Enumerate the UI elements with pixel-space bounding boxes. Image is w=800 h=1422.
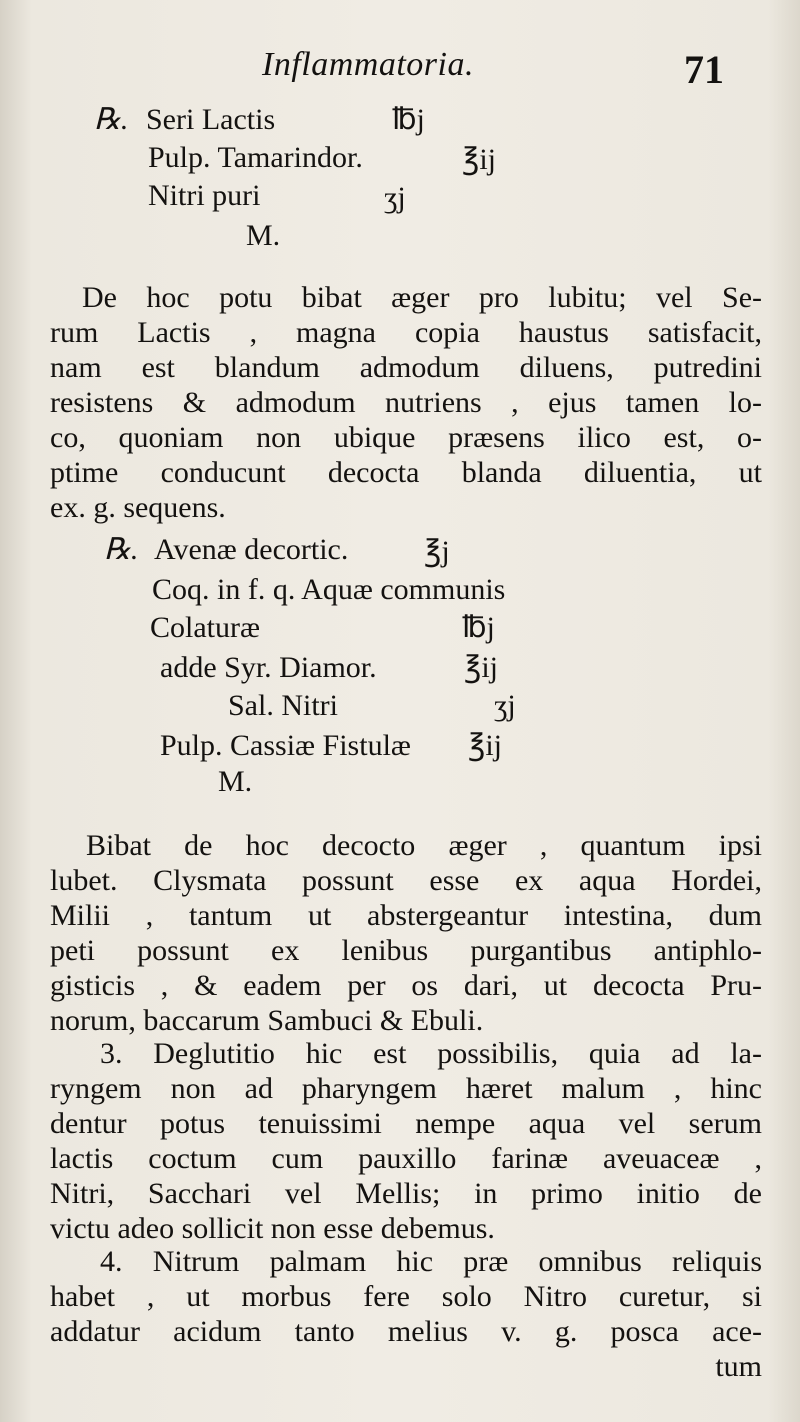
text-line: lactis coctum cum pauxillo farinæ aveuaceæ , [50, 1142, 762, 1175]
text-line: Milii , tantum ut abstergeantur intestina, dum [50, 899, 762, 932]
paragraph-3 [50, 1036, 762, 1246]
text-line: victu adeo sollicit non esse debemus. [50, 1212, 495, 1245]
rx-symbol: ℞. [94, 103, 129, 136]
text-line: gisticis , & eadem per os dari, ut decocta Pru- [50, 969, 762, 1002]
recipe-item-qty: ℥ij [468, 729, 502, 762]
text-line: co, quoniam non ubique præsens ilico est, o- [50, 421, 762, 454]
text-line: ex. g. sequens. [50, 491, 226, 524]
recipe-item-name: Sal. Nitri [228, 689, 338, 722]
paragraph-1 [50, 280, 762, 525]
recipe-item-name: Pulp. Tamarindor. [148, 141, 363, 174]
text-line: Nitri, Sacchari vel Mellis; in primo initio de [50, 1177, 762, 1210]
page-number: 71 [684, 47, 724, 92]
text-line: De hoc potu bibat æger pro lubitu; vel Se- [82, 281, 762, 314]
text-line: lubet. Clysmata possunt esse ex aqua Hordei, [50, 864, 762, 897]
recipe-item-qty: ʒj [384, 181, 406, 214]
paragraph-4 [50, 1244, 762, 1384]
text-line: 3. Deglutitio hic est possibilis, quia ad la- [100, 1037, 762, 1070]
recipe-item-qty: ℔j [462, 611, 495, 644]
text-line: Bibat de hoc decocto æger , quantum ipsi [86, 829, 762, 862]
recipe-item-qty: ℥ij [462, 143, 496, 176]
text-line: 4. Nitrum palmam hic præ omnibus reliquis [100, 1245, 762, 1278]
recipe-item-name: Colaturæ [150, 611, 260, 644]
text-line: nam est blandum admodum diluens, putredini [50, 351, 762, 384]
text-line: habet , ut morbus fere solo Nitro curetur, si [50, 1280, 762, 1313]
page-header [0, 46, 800, 96]
recipe-item-qty: ʒj [494, 689, 516, 722]
recipe-close: M. [218, 765, 253, 798]
text-line: rum Lactis , magna copia haustus satisfacit, [50, 316, 762, 349]
text-line: ptime conducunt decocta blanda diluentia, ut [50, 456, 762, 489]
recipe-item-name: Nitri puri [148, 179, 261, 212]
recipe-item-name: Coq. in f. q. Aquæ communis [152, 573, 506, 606]
recipe-item-name: adde Syr. Diamor. [160, 651, 377, 684]
rx-symbol: ℞. [104, 533, 139, 566]
recipe-1 [0, 96, 800, 266]
paragraph-2 [50, 828, 762, 1038]
running-title: Inflammatoria. [262, 46, 474, 83]
recipe-item-name: Avenæ decortic. [154, 533, 349, 566]
text-line: tum [715, 1350, 762, 1383]
recipe-2 [0, 526, 800, 806]
text-line: norum, baccarum Sambuci & Ebuli. [50, 1004, 484, 1037]
recipe-item-name: Pulp. Cassiæ Fistulæ [160, 729, 411, 762]
text-line: resistens & admodum nutriens , ejus tamen lo- [50, 386, 762, 419]
text-line: addatur acidum tanto melius v. g. posca ace- [50, 1315, 762, 1348]
text-line: ryngem non ad pharyngem hæret malum , hinc [50, 1072, 762, 1105]
text-line: peti possunt ex lenibus purgantibus antiphlo- [50, 934, 762, 967]
recipe-item-qty: ℥ij [464, 651, 498, 684]
recipe-item-qty: ℥j [424, 535, 450, 568]
text-line: dentur potus tenuissimi nempe aqua vel serum [50, 1107, 762, 1140]
recipe-item-qty: ℔j [392, 103, 425, 136]
recipe-close: M. [246, 219, 281, 252]
recipe-item-name: Seri Lactis [146, 103, 276, 136]
